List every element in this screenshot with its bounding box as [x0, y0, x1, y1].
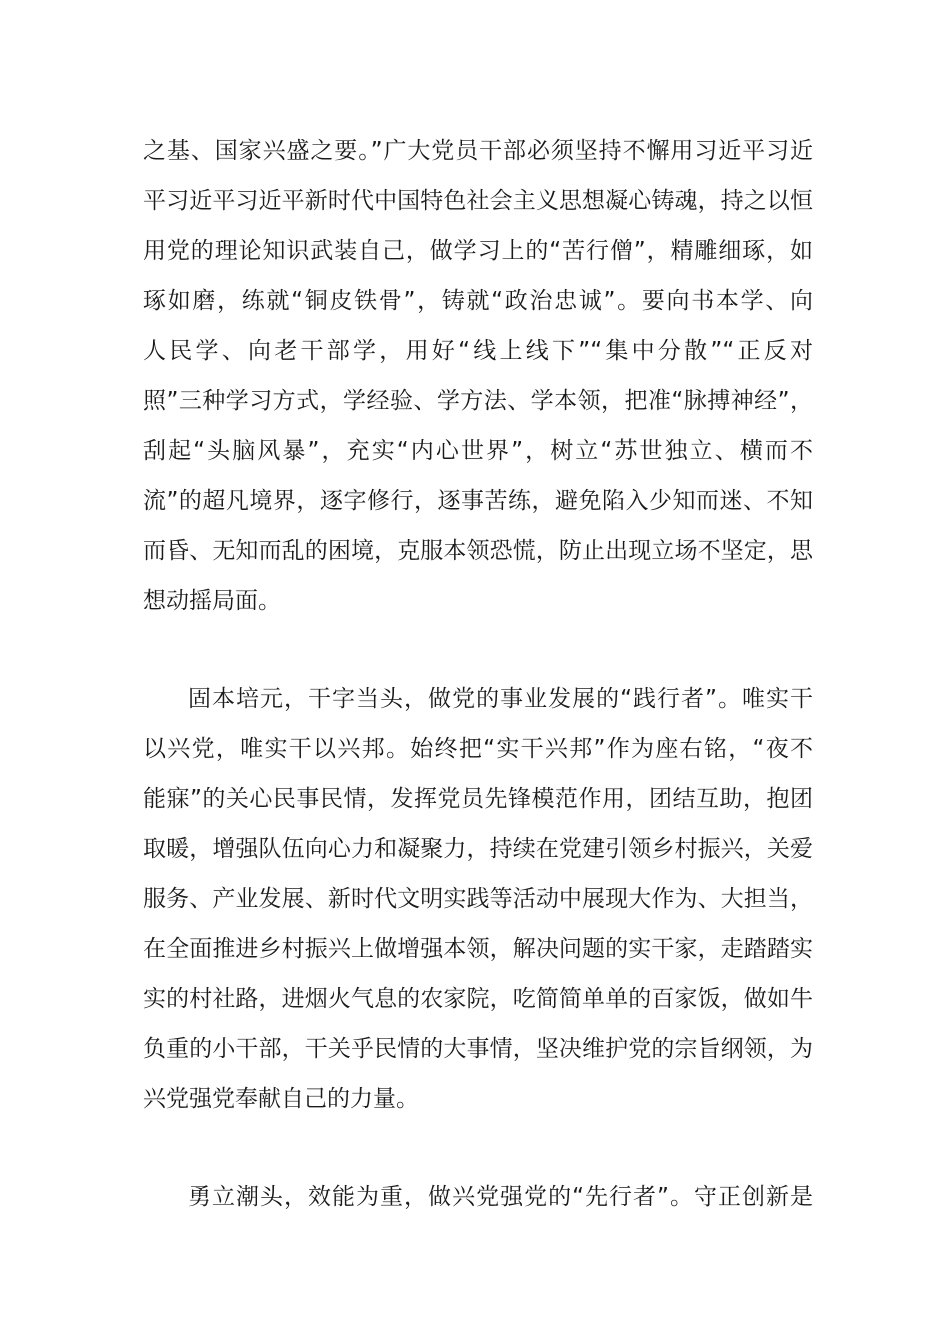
- paragraph-line: 流”的超凡境界，逐字修行，逐事苦练，避免陷入少知而迷、不知: [143, 488, 813, 514]
- paragraph-line: 负重的小干部，干关乎民情的大事情，坚决维护党的宗旨纲领，为: [143, 1036, 813, 1062]
- paragraph-line: 人民学、向老干部学，用好“线上线下”“集中分散”“正反对: [143, 338, 813, 364]
- paragraph-line: 实的村社路，进烟火气息的农家院，吃简简单单的百家饭，做如牛: [143, 986, 813, 1012]
- paragraph-line: 在全面推进乡村振兴上做增强本领，解决问题的实干家，走踏踏实: [143, 936, 813, 962]
- paragraph-line: 平习近平习近平新时代中国特色社会主义思想凝心铸魂，持之以恒: [143, 188, 813, 214]
- paragraph-line: 刮起“头脑风暴”，充实“内心世界”，树立“苏世独立、横而不: [143, 438, 813, 464]
- paragraph-line: 想动摇局面。: [143, 588, 281, 614]
- paragraph-line: 以兴党，唯实干以兴邦。始终把“实干兴邦”作为座右铭，“夜不: [143, 736, 813, 762]
- paragraph-line: 照”三种学习方式，学经验、学方法、学本领，把准“脉搏神经”，: [143, 388, 813, 414]
- paragraph-line: 取暖，增强队伍向心力和凝聚力，持续在党建引领乡村振兴，关爱: [143, 836, 813, 862]
- paragraph-line: 固本培元，干字当头，做党的事业发展的“践行者”。唯实干: [188, 686, 813, 712]
- paragraph-line: 兴党强党奉献自己的力量。: [143, 1086, 419, 1112]
- paragraph-line: 勇立潮头，效能为重，做兴党强党的“先行者”。守正创新是: [188, 1184, 813, 1210]
- paragraph-line: 服务、产业发展、新时代文明实践等活动中展现大作为、大担当，: [143, 886, 813, 912]
- paragraph-line: 琢如磨，练就“铜皮铁骨”，铸就“政治忠诚”。要向书本学、向: [143, 288, 813, 314]
- paragraph-line: 之基、国家兴盛之要。”广大党员干部必须坚持不懈用习近平习近: [143, 138, 813, 164]
- paragraph-line: 用党的理论知识武装自己，做学习上的“苦行僧”，精雕细琢，如: [143, 238, 813, 264]
- paragraph-line: 能寐”的关心民事民情，发挥党员先锋模范作用，团结互助，抱团: [143, 786, 813, 812]
- paragraph-line: 而昏、无知而乱的困境，克服本领恐慌，防止出现立场不坚定，思: [143, 538, 813, 564]
